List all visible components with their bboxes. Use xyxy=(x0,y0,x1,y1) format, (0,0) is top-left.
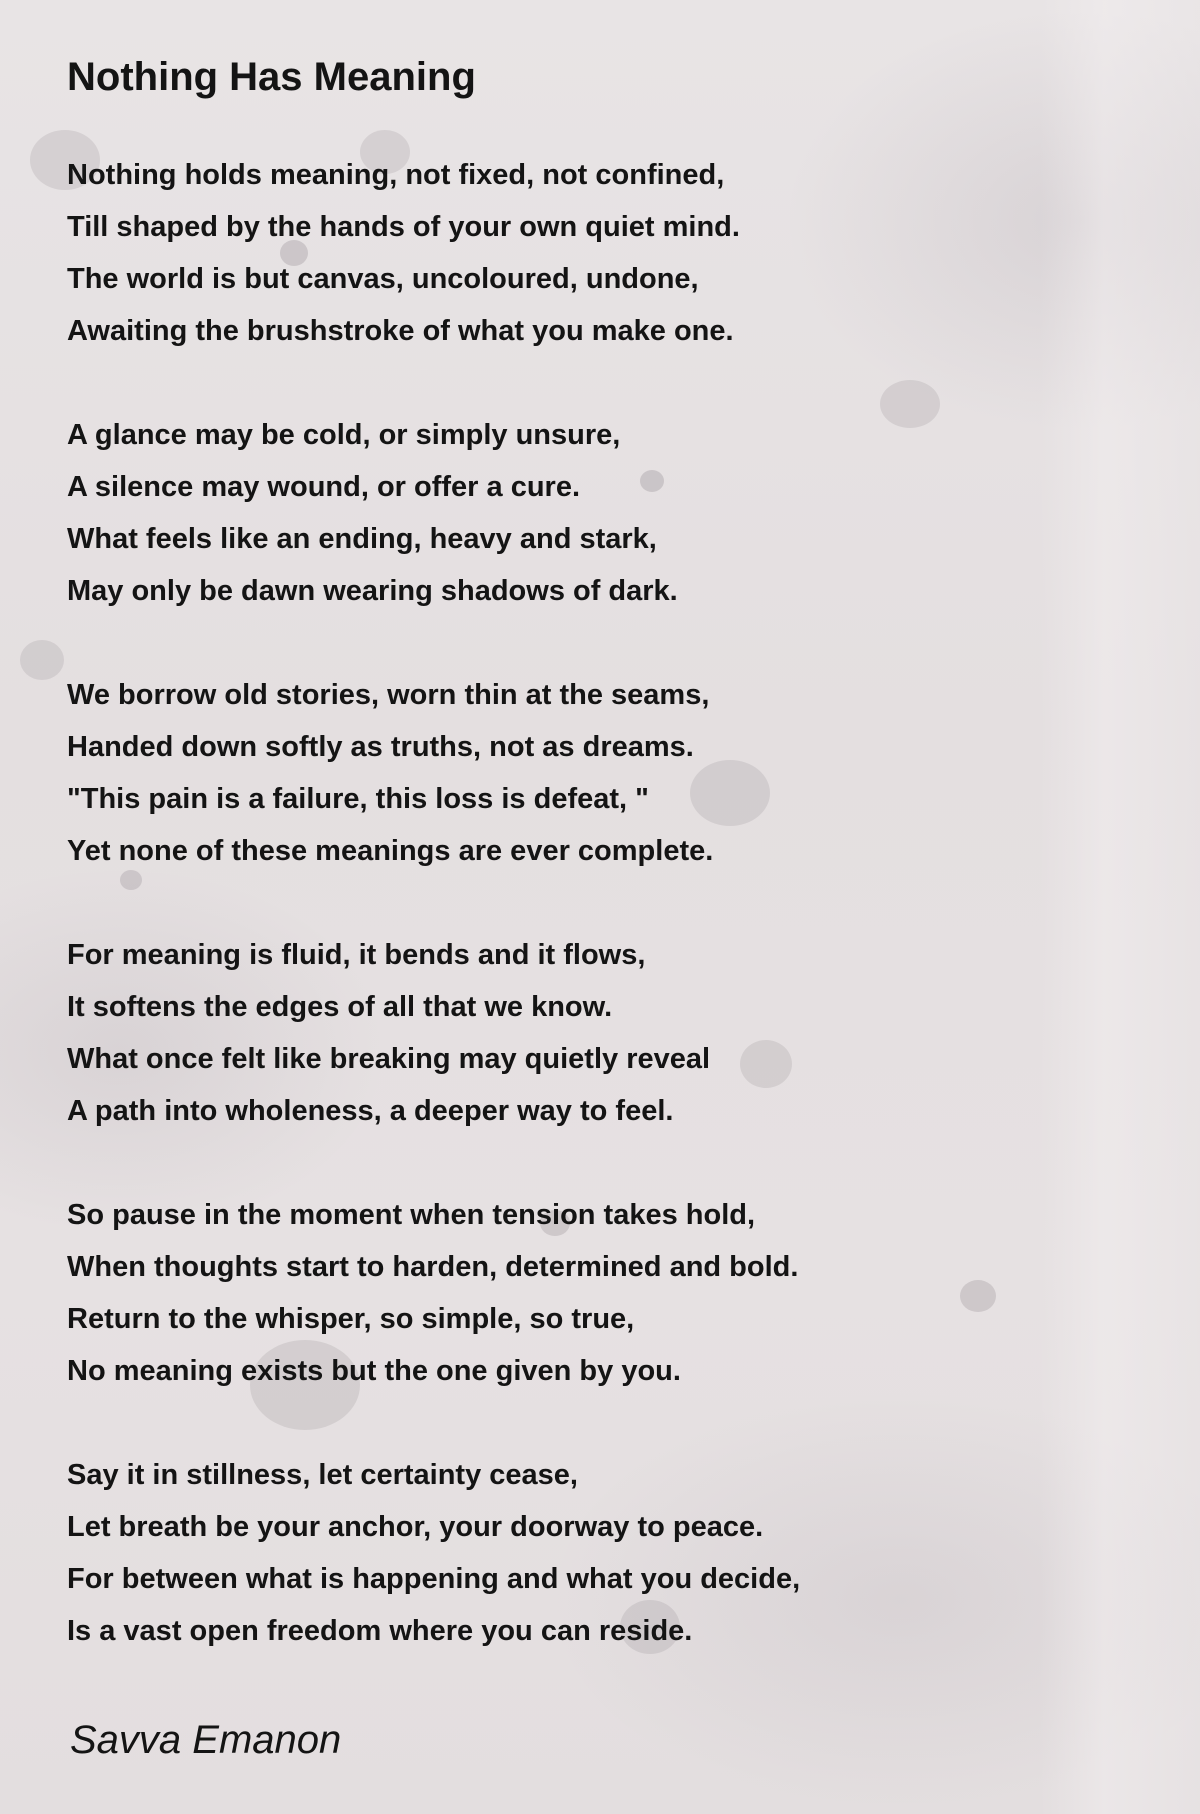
poem-line: Handed down softly as truths, not as dreams. xyxy=(67,731,694,763)
poem-author: Savva Emanon xyxy=(70,1718,342,1762)
poem-line: May only be dawn wearing shadows of dark. xyxy=(67,575,678,607)
poem-line: Till shaped by the hands of your own quiet mind. xyxy=(67,211,740,243)
poem-line: "This pain is a failure, this loss is defeat, " xyxy=(67,783,649,815)
poem-body xyxy=(67,149,1067,1709)
stanza-2 xyxy=(67,409,1067,617)
poem-line: A silence may wound, or offer a cure. xyxy=(67,471,581,503)
poem-line: Let breath be your anchor, your doorway to peace. xyxy=(67,1511,764,1543)
poem-line: Is a vast open freedom where you can reside. xyxy=(67,1615,693,1647)
poem-title: Nothing Has Meaning xyxy=(67,55,476,99)
poem-line: What feels like an ending, heavy and stark, xyxy=(67,523,657,555)
poem-line: For meaning is fluid, it bends and it flows, xyxy=(67,939,646,971)
poem-line: For between what is happening and what you decide, xyxy=(67,1563,801,1595)
poem-line: A path into wholeness, a deeper way to feel. xyxy=(67,1095,674,1127)
stanza-3 xyxy=(67,669,1067,877)
stanza-5 xyxy=(67,1189,1067,1397)
poem-line: We borrow old stories, worn thin at the seams, xyxy=(67,679,710,711)
stanza-4 xyxy=(67,929,1067,1137)
poem-line: No meaning exists but the one given by you. xyxy=(67,1355,681,1387)
poem-line: Yet none of these meanings are ever complete. xyxy=(67,835,714,867)
poem-line: Nothing holds meaning, not fixed, not confined, xyxy=(67,159,725,191)
poem-line: Awaiting the brushstroke of what you make one. xyxy=(67,315,734,347)
poem-line: What once felt like breaking may quietly reveal xyxy=(67,1043,711,1075)
poem-line: It softens the edges of all that we know. xyxy=(67,991,613,1023)
poem-line: The world is but canvas, uncoloured, undone, xyxy=(67,263,699,295)
stanza-1 xyxy=(67,149,1067,357)
poem-line: When thoughts start to harden, determined and bold. xyxy=(67,1251,799,1283)
stanza-6 xyxy=(67,1449,1067,1657)
poem-line: A glance may be cold, or simply unsure, xyxy=(67,419,621,451)
ink-blot xyxy=(20,640,64,680)
poem-line: Say it in stillness, let certainty cease, xyxy=(67,1459,578,1491)
poem-line: Return to the whisper, so simple, so true, xyxy=(67,1303,635,1335)
poem-line: So pause in the moment when tension takes hold, xyxy=(67,1199,756,1231)
